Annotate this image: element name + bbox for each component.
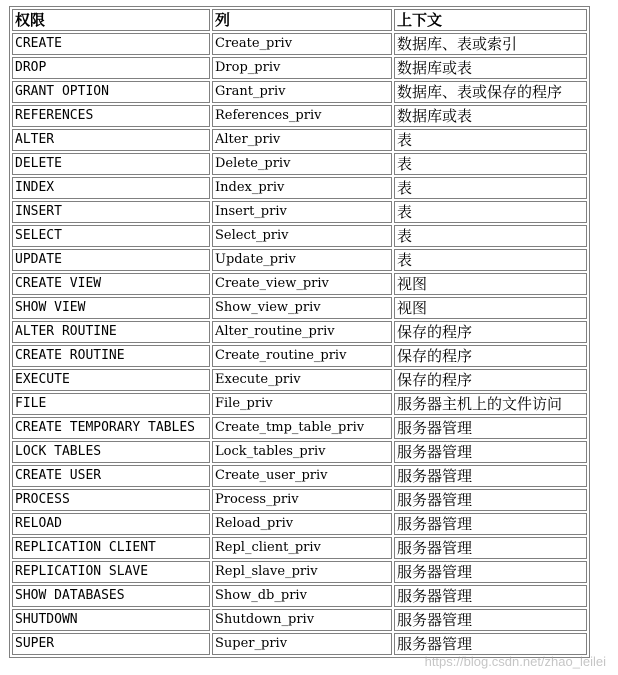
context-cell: 数据库、表或保存的程序 (394, 81, 587, 103)
privilege-cell: CREATE USER (12, 465, 210, 487)
context-cell: 数据库或表 (394, 105, 587, 127)
context-cell: 服务器管理 (394, 609, 587, 631)
privilege-cell: SUPER (12, 633, 210, 655)
table-row (12, 33, 587, 55)
column-cell: Grant_priv (212, 81, 392, 103)
privilege-cell: INDEX (12, 177, 210, 199)
table-row (12, 345, 587, 367)
header-column: 列 (212, 9, 392, 31)
privilege-cell: GRANT OPTION (12, 81, 210, 103)
privilege-cell: CREATE (12, 33, 210, 55)
column-cell: Execute_priv (212, 369, 392, 391)
table-row (12, 177, 587, 199)
table-row (12, 585, 587, 607)
column-cell: Alter_routine_priv (212, 321, 392, 343)
column-cell: Show_view_priv (212, 297, 392, 319)
table-row (12, 489, 587, 511)
context-cell: 保存的程序 (394, 369, 587, 391)
context-cell: 服务器管理 (394, 585, 587, 607)
table-body (12, 33, 587, 655)
privilege-cell: REFERENCES (12, 105, 210, 127)
column-cell: Insert_priv (212, 201, 392, 223)
context-cell: 服务器管理 (394, 417, 587, 439)
table-row (12, 201, 587, 223)
context-cell: 表 (394, 177, 587, 199)
table-row (12, 153, 587, 175)
table-row (12, 129, 587, 151)
privilege-cell: LOCK TABLES (12, 441, 210, 463)
context-cell: 视图 (394, 297, 587, 319)
privilege-cell: UPDATE (12, 249, 210, 271)
context-cell: 服务器管理 (394, 441, 587, 463)
column-cell: Select_priv (212, 225, 392, 247)
table-row (12, 537, 587, 559)
context-cell: 服务器管理 (394, 489, 587, 511)
privilege-cell: EXECUTE (12, 369, 210, 391)
privilege-cell: REPLICATION CLIENT (12, 537, 210, 559)
context-cell: 服务器主机上的文件访问 (394, 393, 587, 415)
table-row (12, 273, 587, 295)
context-cell: 表 (394, 249, 587, 271)
privilege-cell: INSERT (12, 201, 210, 223)
table-row (12, 225, 587, 247)
context-cell: 表 (394, 129, 587, 151)
context-cell: 服务器管理 (394, 513, 587, 535)
privilege-cell: DELETE (12, 153, 210, 175)
header-privilege: 权限 (12, 9, 210, 31)
context-cell: 服务器管理 (394, 633, 587, 655)
column-cell: Lock_tables_priv (212, 441, 392, 463)
column-cell: Create_routine_priv (212, 345, 392, 367)
table-row (12, 81, 587, 103)
column-cell: Super_priv (212, 633, 392, 655)
table-row (12, 297, 587, 319)
table-row (12, 609, 587, 631)
privilege-cell: SELECT (12, 225, 210, 247)
column-cell: Create_user_priv (212, 465, 392, 487)
context-cell: 保存的程序 (394, 345, 587, 367)
column-cell: Create_priv (212, 33, 392, 55)
column-cell: Drop_priv (212, 57, 392, 79)
context-cell: 保存的程序 (394, 321, 587, 343)
privilege-cell: REPLICATION SLAVE (12, 561, 210, 583)
privilege-cell: FILE (12, 393, 210, 415)
context-cell: 服务器管理 (394, 465, 587, 487)
privilege-cell: CREATE ROUTINE (12, 345, 210, 367)
privilege-cell: SHOW VIEW (12, 297, 210, 319)
context-cell: 服务器管理 (394, 537, 587, 559)
table-row (12, 369, 587, 391)
column-cell: Create_view_priv (212, 273, 392, 295)
context-cell: 表 (394, 225, 587, 247)
column-cell: Update_priv (212, 249, 392, 271)
watermark: https://blog.csdn.net/zhao_leilei (424, 654, 606, 669)
privilege-cell: RELOAD (12, 513, 210, 535)
privilege-cell: SHOW DATABASES (12, 585, 210, 607)
table-row (12, 105, 587, 127)
context-cell: 数据库、表或索引 (394, 33, 587, 55)
privilege-cell: CREATE TEMPORARY TABLES (12, 417, 210, 439)
table-row (12, 321, 587, 343)
privilege-cell: SHUTDOWN (12, 609, 210, 631)
table-row (12, 393, 587, 415)
column-cell: Repl_client_priv (212, 537, 392, 559)
column-cell: Shutdown_priv (212, 609, 392, 631)
header-context: 上下文 (394, 9, 587, 31)
privilege-cell: CREATE VIEW (12, 273, 210, 295)
privilege-table-wrapper (9, 6, 590, 658)
table-row (12, 561, 587, 583)
column-cell: Create_tmp_table_priv (212, 417, 392, 439)
context-cell: 视图 (394, 273, 587, 295)
privilege-cell: ALTER (12, 129, 210, 151)
privilege-cell: ALTER ROUTINE (12, 321, 210, 343)
column-cell: Show_db_priv (212, 585, 392, 607)
table-row (12, 465, 587, 487)
table-row (12, 513, 587, 535)
context-cell: 数据库或表 (394, 57, 587, 79)
header-row (12, 9, 587, 31)
table-row (12, 417, 587, 439)
column-cell: Delete_priv (212, 153, 392, 175)
column-cell: References_priv (212, 105, 392, 127)
table-row (12, 57, 587, 79)
privilege-cell: DROP (12, 57, 210, 79)
table-row (12, 441, 587, 463)
context-cell: 服务器管理 (394, 561, 587, 583)
privilege-table (9, 6, 590, 658)
context-cell: 表 (394, 201, 587, 223)
privilege-cell: PROCESS (12, 489, 210, 511)
column-cell: Process_priv (212, 489, 392, 511)
column-cell: Alter_priv (212, 129, 392, 151)
column-cell: Index_priv (212, 177, 392, 199)
table-row (12, 633, 587, 655)
column-cell: File_priv (212, 393, 392, 415)
table-row (12, 249, 587, 271)
context-cell: 表 (394, 153, 587, 175)
column-cell: Repl_slave_priv (212, 561, 392, 583)
column-cell: Reload_priv (212, 513, 392, 535)
